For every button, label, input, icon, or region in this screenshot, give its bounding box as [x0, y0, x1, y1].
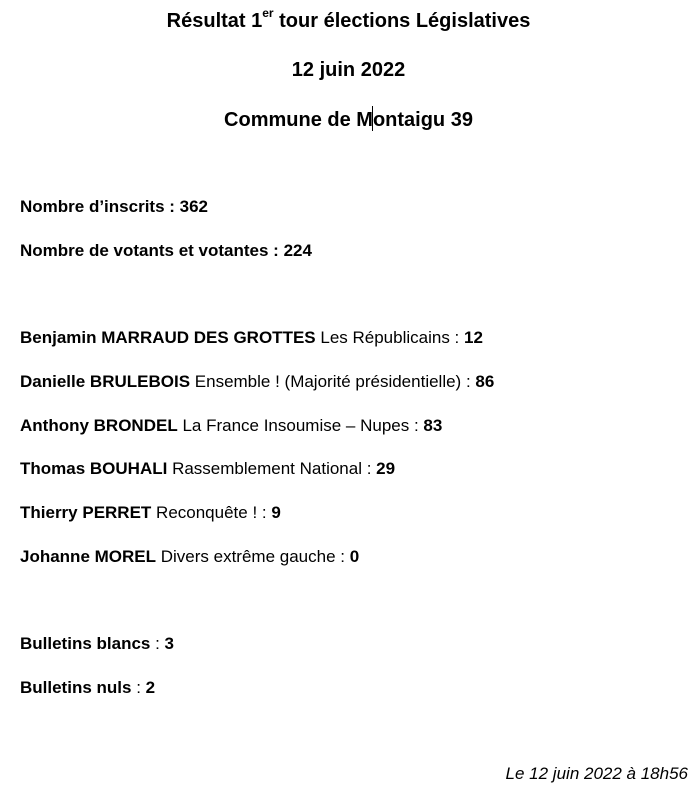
bulletins-nuls-line — [20, 677, 155, 699]
title-prefix: Résultat 1 — [166, 10, 263, 32]
bulletins-nuls-separator: : — [131, 678, 146, 697]
candidate-votes: 0 — [349, 547, 360, 566]
candidate-row — [20, 415, 442, 437]
candidate-party: Ensemble ! (Majorité présidentielle) : — [190, 372, 476, 391]
candidate-row — [20, 327, 483, 349]
candidate-name: Anthony BRONDEL — [20, 416, 178, 435]
commune-title-part2: ontaigu 39 — [372, 109, 473, 131]
election-date: 12 juin 2022 — [291, 59, 406, 81]
bulletins-blancs-separator: : — [150, 634, 165, 653]
candidate-name: Johanne MOREL — [20, 547, 157, 566]
candidate-party: Rassemblement National : — [167, 459, 377, 478]
sign-off-timestamp: Le 12 juin 2022 à 18h56 — [505, 764, 688, 783]
candidate-name: Thomas BOUHALI — [20, 459, 168, 478]
inscrits-value: 362 — [179, 197, 209, 216]
candidate-row — [20, 371, 494, 393]
candidate-votes: 86 — [475, 372, 495, 391]
candidate-name: Benjamin MARRAUD DES GROTTES — [20, 328, 316, 347]
commune-title-part1: Commune de M — [224, 109, 373, 131]
candidate-votes: 9 — [271, 503, 281, 522]
candidate-party: Reconquête ! : — [151, 503, 272, 522]
inscrits-line — [20, 196, 208, 218]
inscrits-label: Nombre d’inscrits : — [20, 197, 180, 216]
candidate-party: La France Insoumise – Nupes : — [177, 416, 424, 435]
title-ordinal-superscript: er — [262, 6, 274, 21]
votants-value: 224 — [283, 241, 312, 260]
candidate-votes: 12 — [464, 328, 483, 347]
candidate-name: Thierry PERRET — [20, 503, 152, 522]
candidate-votes: 29 — [376, 459, 396, 478]
bulletins-nuls-label: Bulletins nuls — [20, 678, 132, 697]
candidate-party: Divers extrême gauche : — [156, 547, 350, 566]
candidate-row — [20, 458, 395, 480]
candidate-votes: 83 — [423, 416, 443, 435]
candidate-party: Les Républicains : — [315, 328, 465, 347]
title-suffix: tour élections Législatives — [273, 10, 531, 32]
candidate-name: Danielle BRULEBOIS — [20, 372, 191, 391]
votants-line — [20, 240, 312, 262]
bulletins-blancs-value: 3 — [164, 634, 175, 653]
commune-title[interactable] — [0, 106, 697, 132]
candidate-row — [20, 502, 281, 524]
bulletins-blancs-line — [20, 633, 174, 655]
bulletins-blancs-label: Bulletins blancs — [20, 634, 151, 653]
document-title — [0, 6, 697, 33]
candidate-row — [20, 546, 359, 568]
votants-label: Nombre de votants et votantes : — [20, 241, 284, 260]
bulletins-nuls-value: 2 — [145, 678, 156, 697]
